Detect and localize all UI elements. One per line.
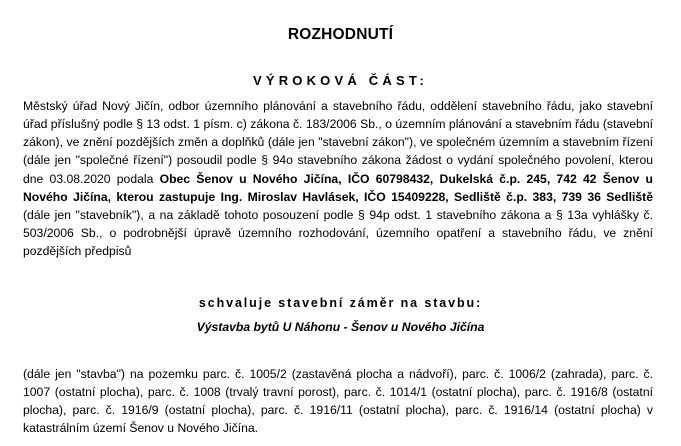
approval-heading: schvaluje stavební záměr na stavbu: xyxy=(198,296,483,310)
document-title: ROZHODNUTÍ xyxy=(287,26,394,43)
applicant-details: Obec Šenov u Nového Jičína, IČO 60798432, Dukelská č.p. 245, 742 42 Šenov u Nového Jičína, kterou zastupuje Ing. Miroslav Havlásek, IČO 15409228, Sedliště č.p. 383, 739 36 Sedliště xyxy=(23,171,653,204)
verdict-text-part-2: (dále jen "stavebník"), a na základě tohoto posouzení podle § 94p odst. 1 stavebního zákona a § 13a vyhlášky č. 503/2006 Sb., o podrobnější úpravě územního rozhodování, územního opatření a stavebního řádu, ve znění pozdějších předpisů xyxy=(23,207,653,259)
project-name: Výstavba bytů U Náhonu - Šenov u Nového Jičína xyxy=(196,320,485,334)
section-heading: VÝROKOVÁ ČÁST: xyxy=(252,73,429,88)
verdict-paragraph xyxy=(23,97,653,260)
parcels-paragraph: (dále jen "stavba") na pozemku parc. č. 1005/2 (zastavěná plocha a nádvoří), parc. č. 1006/2 (zahrada), parc. č. 1007 (ostatní plocha), parc. č. 1008 (trvalý travní porost), parc. č. 1014/1 (ostatní plocha), parc. č. 1916/8 (ostatní plocha), parc. č. 1916/9 (ostatní plocha), parc. č. 1916/11 (ostatní plocha), parc. č. 1916/14 (ostatní plocha) v katastrálním území Šenov u Nového Jičína. xyxy=(23,367,653,436)
verdict-text-part-1: Městský úřad Nový Jičín, odbor územního plánování a stavebního řádu, oddělení stavebního řádu, jako stavební úřad příslušný podle § 13 odst. 1 písm. c) zákona č. 183/2006 Sb., o územním plánování a stavebním řádu (stavební zákon), ve znění pozdějších změn a doplňků (dále jen "stavební zákon"), ve společném územním a stavebním řízení (dále jen "společné řízení") posoudil podle § 94o stavebního zákona žádost o vydání společného povolení, kterou dne 03.08.2020 podala xyxy=(23,99,653,186)
